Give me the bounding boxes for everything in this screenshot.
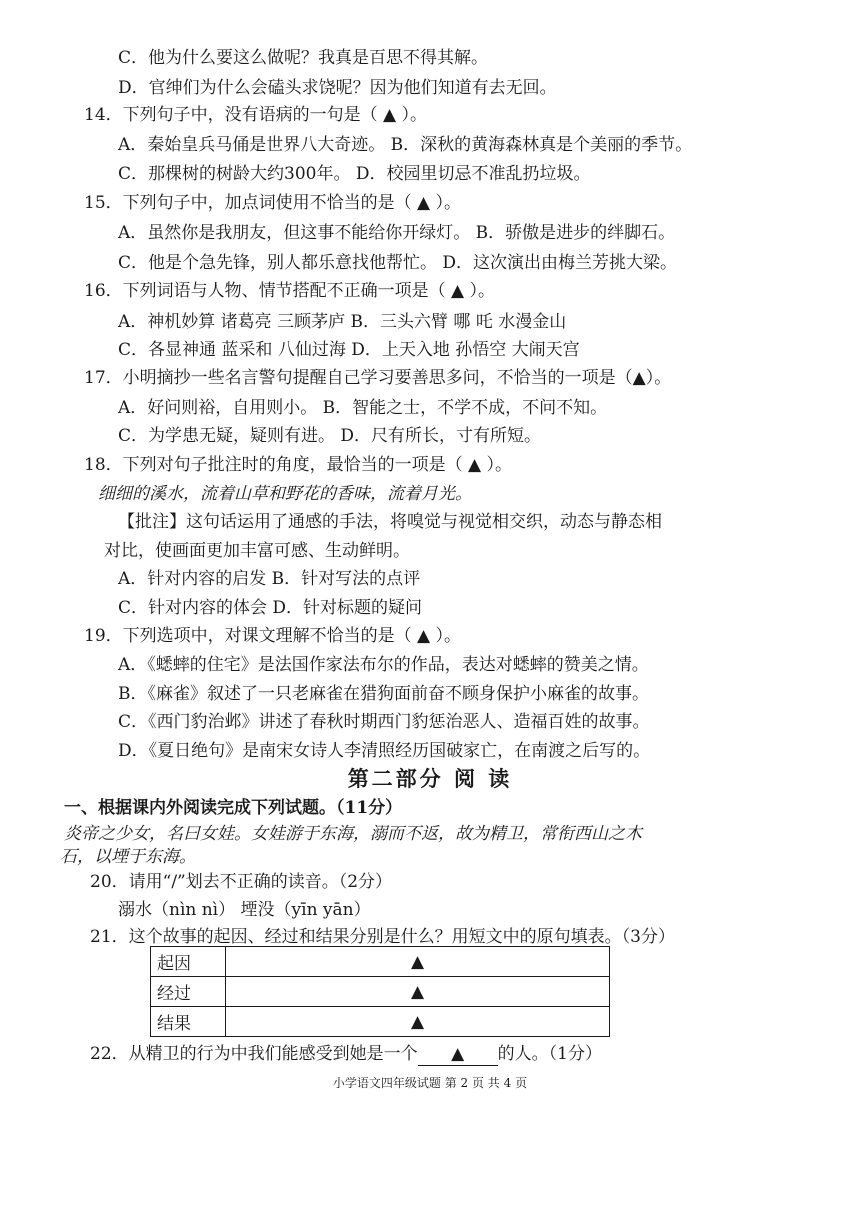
passage-line1: 炎帝之少女，名曰女娃。女娃游于东海，溺而不返，故为精卫，常衔西山之木 [64,824,642,844]
answer-cell[interactable]: ▲ [226,1007,610,1037]
q17-options-ab: A．好问则裕，自用则小。 B．智能之士，不学不成，不问不知。 [118,398,608,418]
table-row-label: 结果 [151,1007,226,1037]
q21-stem: 21．这个故事的起因、经过和结果分别是什么？用短文中的原句填表。（3分） [90,927,675,947]
q19-option-c: C．《西门豹治邺》讲述了春秋时期西门豹惩治恶人、造福百姓的故事。 [118,712,650,732]
q14-stem: 14．下列句子中，没有语病的一句是（ ▲ ）。 [84,105,428,125]
q13-option-d: D．官绅们为什么会磕头求饶呢？因为他们知道有去无回。 [118,78,557,98]
page-footer: 小学语文四年级试题 第 2 页 共 4 页 [332,1076,528,1090]
answer-cell[interactable]: ▲ [226,947,610,977]
q19-option-a: A．《蟋蟀的住宅》是法国作家法布尔的作品，表达对蟋蟀的赞美之情。 [118,655,649,675]
table-row-label: 经过 [151,977,226,1007]
q16-options-cd: C．各显神通 蓝采和 八仙过海 D．上天入地 孙悟空 大闹天宫 [118,340,580,360]
q14-options-ab: A．秦始皇兵马俑是世界八大奇迹。 B．深秋的黄海森林真是个美丽的季节。 [118,135,693,155]
q14-options-cd: C．那棵树的树龄大约300年。 D．校园里切忌不准乱扔垃圾。 [118,164,591,184]
q22-stem-end: 的人。（1分） [497,1044,602,1064]
q18-options-cd: C．针对内容的体会 D．针对标题的疑问 [118,598,423,618]
table-row-label: 起因 [151,947,226,977]
q18-stem: 18．下列对句子批注时的角度，最恰当的一项是（ ▲ ）。 [84,455,513,475]
q13-option-c: C．他为什么要这么做呢？我真是百思不得其解。 [118,48,489,68]
q18-annotation-line1: 【批注】这句话运用了通感的手法，将嗅觉与视觉相交织，动态与静态相 [118,512,662,532]
q21-answer-table [150,946,610,1037]
q18-annotation-line2: 对比，使画面更加丰富可感、生动鲜明。 [104,541,410,561]
q20-stem: 20．请用“/”划去不正确的读音。（2分） [90,872,393,892]
q17-stem: 17．小明摘抄一些名言警句提醒自己学习要善思多问，不恰当的一项是（▲）。 [84,368,672,388]
q19-option-d: D．《夏日绝句》是南宋女诗人李清照经历国破家亡，在南渡之后写的。 [118,741,651,761]
q15-stem: 15．下列句子中，加点词使用不恰当的是（ ▲ ）。 [84,193,462,213]
q19-stem: 19．下列选项中，对课文理解不恰当的是（ ▲ ）。 [84,626,462,646]
table-row [151,977,610,1007]
passage-line2: 石，以堙于东海。 [60,847,196,867]
q22-stem [90,1043,602,1066]
q15-options-ab: A．虽然你是我朋友，但这事不能给你开绿灯。 B．骄傲是进步的绊脚石。 [118,223,676,243]
q18-sentence: 细细的溪水，流着山草和野花的香味，流着月光。 [98,484,472,504]
q16-options-ab: A．神机妙算 诸葛亮 三顾茅庐 B．三头六臂 哪 吒 水漫金山 [118,312,567,332]
q16-stem: 16．下列词语与人物、情节搭配不正确一项是（ ▲ ）。 [84,281,496,301]
q17-options-cd: C．为学患无疑，疑则有进。 D．尺有所长，寸有所短。 [118,426,542,446]
q20-words: 溺水（nìn nì） 堙没（yīn yān） [118,900,371,920]
table-row [151,947,610,977]
table-row [151,1007,610,1037]
q22-stem-start: 22．从精卫的行为中我们能感受到她是一个 [90,1044,418,1064]
q18-options-ab: A．针对内容的启发 B．针对写法的点评 [118,569,421,589]
q22-answer-blank[interactable]: ▲ [418,1043,498,1066]
q19-option-b: B．《麻雀》叙述了一只老麻雀在猎狗面前奋不顾身保护小麻雀的故事。 [118,684,649,704]
part-two-title: 第二部分 阅 读 [347,766,513,791]
section-one-heading: 一、根据课内外阅读完成下列试题。（11分） [64,798,403,818]
q15-options-cd: C．他是个急先锋，别人都乐意找他帮忙。 D．这次演出由梅兰芳挑大梁。 [118,253,678,273]
answer-cell[interactable]: ▲ [226,977,610,1007]
